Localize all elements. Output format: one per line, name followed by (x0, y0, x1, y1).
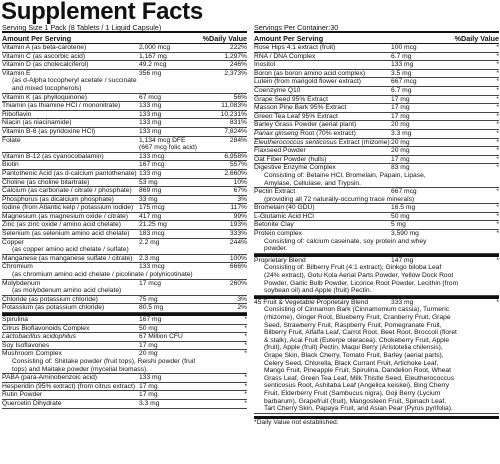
ingredient-dv: * (496, 188, 499, 196)
ingredient-name: Vitamin D (as cholecalciferol) (2, 61, 89, 69)
ingredient-name: Inositol (254, 61, 276, 69)
amount-header-right: Amount Per Serving (254, 33, 324, 43)
ingredient-amount: 2.2 mg (139, 238, 160, 246)
ingredient-amount: 5 mg (391, 221, 406, 229)
ingredient-description: tops) and Maitake powder (mycelial biomass). (12, 365, 149, 373)
ingredient-amount: 2.3 mg (139, 254, 160, 262)
ingredient-name: Zinc (as zinc oxide / amino acid chelate) (2, 221, 121, 229)
ingredient-description: (providing all 72 naturally-occurring trace minerals) (264, 195, 415, 203)
ingredient-dv: * (496, 147, 499, 155)
ingredient-name: Bromelain (40 GDU) (254, 204, 315, 212)
ingredient-row (2, 119, 247, 128)
ingredient-name: Flaxseed Powder (254, 147, 306, 155)
left-nutrient-list (2, 44, 247, 313)
ingredient-name: Manganese (as manganese sulfate / citrate) (2, 254, 133, 262)
ingredient-row (2, 213, 247, 222)
ingredient-row (2, 383, 247, 392)
ingredient-description: (as molybdenum amino acid chelate) (12, 287, 122, 295)
ingredient-row (2, 196, 247, 205)
ingredient-amount: 133 mg (139, 110, 162, 118)
ingredient-name: Chromium (2, 263, 33, 271)
ingredient-dv: 260% (229, 279, 247, 287)
ingredient-row (254, 78, 499, 87)
ingredient-amount: 80.5 mg (139, 304, 164, 312)
ingredient-dv: * (496, 230, 499, 238)
ingredient-description: Bilberry Fruit, Alfalfa Leaf, Carrot Root, Beet Root, Broccoli (floret (264, 329, 457, 337)
ingredient-description: Grass Leaf, Green Tea Leaf, Milk Thistle Seed, Eleutherococcus (264, 374, 455, 382)
ingredient-row (254, 213, 499, 222)
ingredient-row (2, 255, 247, 264)
ingredient-dv: 10,231% (220, 110, 247, 118)
ingredient-amount: 50 mg (139, 324, 158, 332)
ingredient-dv: 3% (237, 295, 247, 303)
ingredient-amount: 133 mg (139, 127, 162, 135)
left-header (2, 33, 247, 44)
ingredient-dv: * (496, 78, 499, 86)
ingredient-name: Digestive Enzyme Complex (254, 164, 336, 172)
ingredient-name: RNA / DNA Complex (254, 52, 316, 60)
ingredient-dv: * (496, 86, 499, 94)
ingredient-dv: * (496, 129, 499, 137)
ingredient-name: Protein complex (254, 230, 302, 238)
ingredient-amount: 3.3 mg (139, 399, 160, 407)
ingredient-description: Consisting of: Betaine HCl, Bromelain, Papain, Lipase, (264, 171, 426, 179)
ingredient-description: senticosus Root, Ashitaba Leaf (Angelica keiskei), Bing Cherry (264, 382, 450, 390)
ingredient-name: Oat Fiber Powder (hulls) (254, 155, 327, 163)
ingredient-description: Consisting of Cinnamon Bark (Cinnamomum cassia), Turmeric (264, 306, 450, 314)
ingredient-description: Consisting of: Shiitake powder (fruit tops), Reishi powder (fruit (12, 357, 196, 365)
ingredient-amount: 17 mcg (139, 279, 161, 287)
serving-size: Serving Size 1 Pack (8 Tablets / 1 Liquid Capsule) (2, 23, 162, 32)
ingredient-amount: 147 mg (391, 256, 414, 264)
ingredient-dv: 2,660% (224, 169, 247, 177)
ingredient-row (254, 188, 499, 204)
ingredient-amount: 83 mg (391, 164, 410, 172)
ingredient-amount: 133 mg (139, 119, 162, 127)
ingredient-dv: 831% (229, 119, 247, 127)
ingredient-dv: * (244, 324, 247, 332)
ingredient-dv: * (496, 121, 499, 129)
ingredient-name: Thiamin (as thiamine HCl / mononitrate) (2, 102, 121, 110)
ingredient-name: Grape Seed 95% Extract (254, 95, 328, 103)
ingredient-row (2, 44, 247, 53)
ingredient-amount: 17 mg (391, 112, 410, 120)
ingredient-amount: 417 mg (139, 212, 162, 220)
ingredient-name: Vitamin C (as ascorbic acid) (2, 52, 86, 60)
ingredient-name: Lactobacillus acidophilus (2, 333, 76, 341)
ingredient-dv: * (496, 298, 499, 306)
ingredient-dv: 1,297% (224, 52, 247, 60)
proprietary-blend (254, 254, 499, 296)
ingredient-dv: 3% (237, 195, 247, 203)
ingredient-name: Barley Grass Powder (aerial plant) (254, 121, 357, 129)
ingredient-row (254, 104, 499, 113)
ingredient-description: (as chromium amino acid chelate / picolinate / polynicotinate) (12, 271, 193, 279)
ingredient-amount: 175 mcg (139, 204, 165, 212)
ingredient-amount: 20 mg (391, 147, 410, 155)
ingredient-name: Panax ginseng Root (70% extract) (254, 129, 356, 137)
ingredient-description: powder. (264, 245, 288, 253)
ingredient-amount: 67 mcg (139, 93, 161, 101)
ingredient-row (2, 179, 247, 188)
ingredient-name: Selenium (as selenium amino acid chelate) (2, 230, 130, 238)
ingredient-description: (fruit), Apple (fruit) Pectin, Maqui Berry (Aristotelia chilensis), (264, 344, 443, 352)
ingredient-amount: 3.3 mg (391, 129, 412, 137)
ingredient-amount: 75 mg (139, 295, 158, 303)
ingredient-row (2, 153, 247, 162)
ingredient-name: Quercetin Dihydrate (2, 399, 62, 407)
ingredient-dv: * (496, 256, 499, 264)
right-ingredient-list (254, 44, 499, 254)
ingredient-description: Seed, Strawberry Fruit, Raspberry Fruit, Pomegranate Fruit, (264, 321, 442, 329)
ingredient-amount: 133 mg (139, 102, 162, 110)
ingredient-dv: 6,958% (224, 152, 247, 160)
ingredient-amount: 17 mg (391, 104, 410, 112)
ingredient-row (2, 128, 247, 137)
ingredient-name: Hesperidin (95% extract) (from citrus extract) (2, 382, 136, 390)
ingredient-amount: 16.5 mg (391, 204, 416, 212)
ingredient-dv: * (244, 399, 247, 407)
ingredient-row (2, 70, 247, 94)
ingredient-amount: 20 mg (391, 121, 410, 129)
ingredient-name: Magnesium (as magnesium oxide / citrate) (2, 212, 128, 220)
ingredient-name: Vitamin A (as beta-carotene) (2, 44, 87, 51)
ingredient-name: Coenzyme Q10 (254, 86, 301, 94)
ingredient-amount: 667 mcg (391, 188, 417, 196)
ingredient-amount: 133 mg (139, 374, 162, 382)
ingredient-description: Consisting of: calcium caseinate, soy protein and whey (264, 237, 427, 245)
ingredient-dv: * (244, 382, 247, 390)
ingredient-name: Potassium (as potassium chloride) (2, 304, 105, 312)
ingredient-name: L-Glutamic Acid HCl (254, 212, 314, 220)
ingredient-row (254, 96, 499, 105)
ingredient-name: Masson Pine Bark 95% Extract (254, 104, 347, 112)
ingredient-amount: 17 mg (391, 155, 410, 163)
ingredient-dv: 7,824% (224, 127, 247, 135)
ingredient-dv: * (496, 52, 499, 60)
ingredient-description: Mango Fruit, Pineapple Fruit, Spirulina, Dandelion Root, Wheat (264, 367, 451, 375)
ingredient-row (2, 61, 247, 70)
ingredient-row (254, 221, 499, 230)
ingredient-description: and mixed tocopherols) (12, 84, 82, 92)
ingredient-name: Mushroom Complex (2, 350, 62, 358)
ingredient-name: Boron (as boron amino acid complex) (254, 69, 366, 77)
ingredient-name: Molybdenum (2, 279, 41, 287)
ingredient-name: Chloride (as potassium chloride) (2, 295, 98, 303)
ingredient-row (254, 147, 499, 156)
ingredient-dv: * (496, 204, 499, 212)
ingredient-amount: 17 mg (139, 341, 158, 349)
ingredient-amount: 167 mg (139, 316, 162, 323)
ingredient-amount: 49.2 mcg (139, 61, 167, 69)
ingredient-name: Pectin Extract (254, 188, 296, 196)
ingredient-row (2, 342, 247, 351)
ingredient-dv: 666% (229, 263, 247, 271)
ingredient-name: Iodine (from Atlantic kelp / potassium iodide) (2, 204, 134, 212)
ingredient-row (254, 156, 499, 165)
footnote: *Daily Value not established. (254, 416, 499, 426)
ingredient-row (254, 230, 499, 254)
ingredient-name: Green Tea Leaf 95% Extract (254, 112, 338, 120)
ingredient-name: Rutin Powder (2, 391, 43, 399)
ingredient-name: Vitamin E (2, 69, 31, 77)
ingredient-name: Biotin (2, 161, 19, 169)
ingredient-amount: 133 mcg (139, 152, 165, 160)
ingredient-amount: 20 mg (391, 138, 410, 146)
ingredient-row (254, 299, 499, 414)
ingredient-dv: * (496, 61, 499, 69)
ingredient-row (2, 325, 247, 334)
ingredient-note: (667 mcg folic acid) (139, 144, 197, 152)
ingredient-description: (24% extract), Gotu Kola Aerial Parts Powder, Yellow Dock Root (264, 272, 454, 280)
ingredient-amount: 869 mg (139, 187, 162, 195)
ingredient-amount: 17 mg (391, 95, 410, 103)
ingredient-description: Fruit, Elderberry Fruit (Sambucus nigra), Goji Berry (Lycium (264, 389, 441, 397)
ingredient-dv: 100% (229, 254, 247, 262)
ingredient-dv: * (496, 69, 499, 77)
ingredient-row (254, 53, 499, 62)
ingredient-amount: 100 mcg (391, 44, 417, 51)
ingredient-description: (as copper amino acid chelate / sulfate) (12, 246, 129, 254)
ingredient-amount: 167 mcg (139, 161, 165, 169)
ingredient-amount: 21.25 mg (139, 221, 167, 229)
ingredient-description: Consisting of: Bilberry Fruit (4:1 extract), Ginkgo biloba Leaf (264, 264, 442, 272)
ingredient-dv: * (244, 341, 247, 349)
ingredient-name: Lutein (from marigold flower extract) (254, 78, 362, 86)
ingredient-dv: * (244, 316, 247, 323)
amount-header: Amount Per Serving (2, 33, 72, 43)
ingredient-row (254, 70, 499, 79)
ingredient-row (2, 316, 247, 325)
ingredient-description: barbarum), Grapefruit (fruit), Mangosteen Fruit, Spinach Leaf, (264, 397, 447, 405)
ingredient-dv: * (244, 374, 247, 382)
ingredient-amount: 17 mg (139, 391, 158, 399)
ingredient-dv: 2,373% (224, 69, 247, 77)
ingredient-row (254, 164, 499, 188)
ingredient-dv: * (496, 44, 499, 51)
ingredient-row (2, 137, 247, 153)
right-column (254, 31, 499, 426)
ingredient-row (2, 221, 247, 230)
ingredient-description: soybean oil) and Apple (fruit) Pectin. (264, 287, 372, 295)
ingredient-amount: 50 mg (391, 212, 410, 220)
ingredient-dv: 244% (229, 238, 247, 246)
left-other-list (2, 313, 247, 409)
ingredient-dv: 222% (229, 44, 247, 51)
ingredient-amount: 3.5 mg (391, 69, 412, 77)
ingredient-dv: 333% (229, 230, 247, 238)
ingredient-amount: 1,134 mcg DFE (139, 136, 186, 144)
ingredient-row (2, 53, 247, 62)
ingredient-description: (rhizome), Ginger Root, Blueberry Fruit, Cranberry Fruit, Grape (264, 314, 451, 321)
ingredient-dv: * (496, 95, 499, 103)
ingredient-row (2, 204, 247, 213)
ingredient-amount: 333 mg (391, 298, 414, 306)
ingredient-row (2, 239, 247, 255)
ingredient-name: Riboflavin (2, 110, 32, 118)
ingredient-dv: * (244, 333, 247, 341)
ingredient-amount: 6.7 mg (391, 52, 412, 60)
ingredient-description: (as d-Alpha tocopheryl acetate / succinate (12, 77, 137, 85)
ingredient-row (2, 230, 247, 239)
ingredient-row (254, 113, 499, 122)
dv-header: %Daily Value (202, 33, 247, 43)
ingredient-row (2, 400, 247, 409)
ingredient-row (254, 130, 499, 139)
ingredient-description: Powder, Garlic Bulb Powder, Licorice Root Powder, Lecithin (from (264, 279, 459, 287)
ingredient-row (2, 111, 247, 120)
ingredient-amount: 133 mcg (139, 263, 165, 271)
ingredient-amount: 67 Million CFU (139, 333, 183, 341)
ingredient-row (254, 139, 499, 148)
ingredient-name: Eleutherococcus senticosus Extract (rhizome) (254, 138, 390, 146)
ingredient-dv: * (244, 350, 247, 358)
left-column (2, 31, 247, 409)
ingredient-row (254, 121, 499, 130)
ingredient-amount: 33 mg (139, 195, 158, 203)
ingredient-row (2, 350, 247, 374)
ingredient-name: Choline (as choline bitartrate) (2, 178, 90, 186)
ingredient-dv: * (496, 212, 499, 220)
ingredient-name: Vitamin B-6 (as pyridoxine HCl) (2, 127, 96, 135)
page-title: Supplement Facts (1, 0, 203, 25)
right-header (254, 33, 499, 44)
ingredient-dv: 99% (233, 212, 247, 220)
ingredient-row (254, 257, 499, 296)
ingredient-row (2, 170, 247, 179)
ingredient-name: Vitamin B-12 (as cyanocobalamin) (2, 152, 104, 160)
ingredient-row (2, 333, 247, 342)
ingredient-name: Folate (2, 136, 21, 144)
ingredient-amount: 2,000 mcg (139, 44, 171, 51)
ingredient-dv: 284% (229, 136, 247, 144)
fruit-vegetable-blend (254, 296, 499, 414)
ingredient-dv: 557% (229, 161, 247, 169)
ingredient-description: Tart Cherry Skin, Papaya Fruit, and Asian Pear (Pyrus pyrifolia). (264, 405, 453, 413)
ingredient-dv: 2% (237, 304, 247, 312)
ingredient-row (2, 263, 247, 279)
ingredient-name: PABA (para-Aminobenzoic acid) (2, 374, 98, 382)
ingredient-row (2, 187, 247, 196)
ingredient-name: Niacin (as niacinamide) (2, 119, 72, 127)
ingredient-name: Soy Isoflavones (2, 341, 50, 349)
ingredient-description: Amylase, Cellulase, and Trypsin. (264, 179, 362, 187)
ingredient-amount: 53 mg (139, 178, 158, 186)
ingredient-row (254, 87, 499, 96)
ingredient-dv: * (496, 164, 499, 172)
ingredient-amount: 1,167 mg (139, 52, 167, 60)
ingredient-name: Pantothenic Acid (as d-calcium pantothenate) (2, 169, 137, 177)
ingredient-amount: 6.7 mg (391, 86, 412, 94)
ingredient-name: Spirulina (2, 316, 29, 323)
ingredient-name: 45 Fruit & Vegetable Proprietary Blend (254, 298, 369, 306)
ingredient-amount: 20 mg (139, 350, 158, 358)
ingredient-name: Rose Hips 4:1 extract (fruit) (254, 44, 336, 51)
ingredient-row (254, 61, 499, 70)
ingredient-row (2, 102, 247, 111)
ingredient-name: Proprietary Blend (254, 256, 306, 264)
ingredient-amount: 183 mcg (139, 230, 165, 238)
ingredient-dv: 193% (229, 221, 247, 229)
ingredient-row (2, 94, 247, 103)
ingredient-name: Calcium (as carbonate / citrate / phosphate) (2, 187, 132, 195)
ingredient-dv: 11,083% (221, 102, 247, 110)
ingredient-dv: * (496, 112, 499, 120)
ingredient-dv: * (496, 104, 499, 112)
dv-header-right: %Daily Value (454, 33, 499, 43)
ingredient-description: Celery Seed, Chlorella, Black Currant Fruit, Artichoke Leaf, (264, 359, 439, 367)
ingredient-row (254, 204, 499, 213)
ingredient-row (254, 44, 499, 53)
ingredient-row (2, 280, 247, 296)
ingredient-name: Copper (2, 238, 24, 246)
ingredient-name: Citrus Bioflavonoids Complex (2, 324, 90, 332)
ingredient-dv: 246% (229, 61, 247, 69)
ingredient-amount: 3,590 mg (391, 230, 419, 238)
ingredient-amount: 356 mg (139, 69, 162, 77)
servings-per-container: Servings Per Container:30 (254, 23, 339, 32)
ingredient-row (2, 161, 247, 170)
ingredient-dv: * (496, 221, 499, 229)
ingredient-amount: 667 mcg (391, 78, 417, 86)
ingredient-dv: 67% (233, 187, 247, 195)
ingredient-row (2, 304, 247, 313)
ingredient-description: Grape Skin, Black Cherry, Tomato Fruit, Barley (aerial parts), (264, 351, 444, 359)
ingredient-row (2, 296, 247, 305)
ingredient-row (2, 374, 247, 383)
ingredient-name: Phosphorus (as dicalcium phosphate) (2, 195, 114, 203)
ingredient-description: & stalk), Acai Fruit (Euterpe oleracea), Chokeberry Fruit, Apple (264, 336, 450, 344)
ingredient-dv: 117% (230, 204, 247, 212)
ingredient-row (2, 391, 247, 400)
ingredient-amount: 133 mg (139, 169, 162, 177)
ingredient-dv: * (496, 155, 499, 163)
ingredient-dv: * (244, 391, 247, 399)
ingredient-amount: 17 mg (139, 382, 158, 390)
ingredient-dv: 10% (233, 178, 247, 186)
ingredient-dv: * (496, 138, 499, 146)
ingredient-name: Vitamin K (as phylloquinone) (2, 93, 88, 101)
ingredient-amount: 133 mg (391, 61, 414, 69)
ingredient-dv: 56% (233, 93, 247, 101)
ingredient-name: Betonite Clay (254, 221, 294, 229)
